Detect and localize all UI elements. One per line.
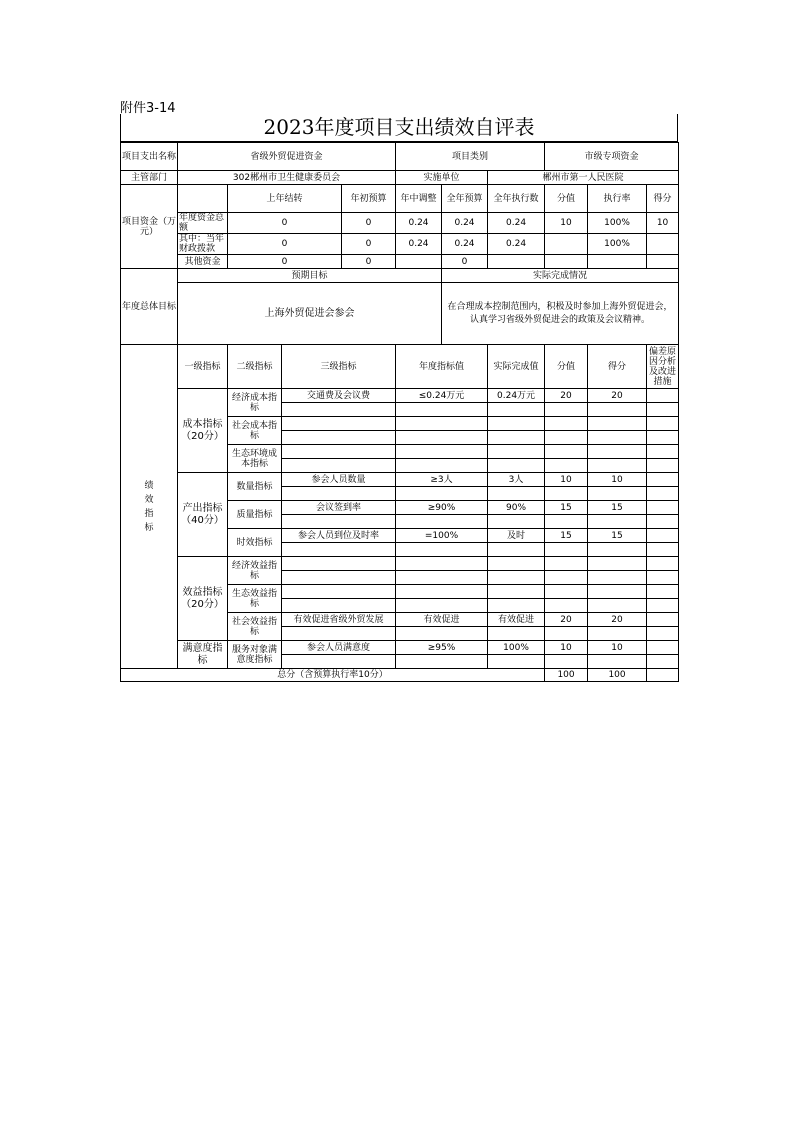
perf-actual: 及时 xyxy=(488,529,545,543)
perf-level2: 经济成本指标 xyxy=(228,389,282,417)
perf-level3: 交通费及会议费 xyxy=(282,389,396,403)
perf-target xyxy=(396,655,488,669)
funds-header-executed: 全年执行数 xyxy=(488,185,545,213)
perf-deviation xyxy=(647,459,679,473)
perf-level3 xyxy=(282,585,396,599)
funds-cell: 100% xyxy=(588,213,647,234)
perf-actual xyxy=(488,543,545,557)
perf-got: 20 xyxy=(588,613,647,627)
funds-cell: 0.24 xyxy=(442,234,488,255)
perf-got xyxy=(588,515,647,529)
perf-target: ≤0.24万元 xyxy=(396,389,488,403)
perf-target xyxy=(396,627,488,641)
perf-level2: 数量指标 xyxy=(228,473,282,501)
perf-actual: 90% xyxy=(488,501,545,515)
perf-level3 xyxy=(282,627,396,641)
perf-score xyxy=(545,655,588,669)
perf-deviation xyxy=(647,585,679,599)
perf-deviation xyxy=(647,389,679,403)
perf-target xyxy=(396,459,488,473)
evaluation-table xyxy=(120,142,679,682)
perf-got: 10 xyxy=(588,641,647,655)
total-blank xyxy=(647,669,679,682)
perf-level2: 服务对象满意度指标 xyxy=(228,641,282,669)
perf-header-deviation: 偏差原因分析及改进措施 xyxy=(647,345,679,389)
perf-deviation xyxy=(647,431,679,445)
perf-actual: 100% xyxy=(488,641,545,655)
perf-deviation xyxy=(647,655,679,669)
perf-level3 xyxy=(282,403,396,417)
perf-score xyxy=(545,403,588,417)
perf-level3 xyxy=(282,557,396,571)
perf-score: 10 xyxy=(545,641,588,655)
funds-header-annual: 全年预算 xyxy=(442,185,488,213)
perf-deviation xyxy=(647,417,679,431)
perf-got: 15 xyxy=(588,529,647,543)
perf-target xyxy=(396,543,488,557)
funds-header-score: 分值 xyxy=(545,185,588,213)
perf-label xyxy=(121,345,178,669)
perf-actual xyxy=(488,655,545,669)
project-category-value: 市级专项资金 xyxy=(545,143,679,171)
perf-got xyxy=(588,571,647,585)
perf-level3 xyxy=(282,515,396,529)
perf-target xyxy=(396,571,488,585)
perf-level3: 参会人员到位及时率 xyxy=(282,529,396,543)
funds-header-rate: 执行率 xyxy=(588,185,647,213)
funds-cell xyxy=(488,255,545,269)
project-name-label: 项目支出名称 xyxy=(121,143,178,171)
perf-score xyxy=(545,585,588,599)
funds-cell: 0.24 xyxy=(396,213,442,234)
perf-deviation xyxy=(647,403,679,417)
perf-actual: 3人 xyxy=(488,473,545,487)
funds-cell: 0 xyxy=(442,255,488,269)
perf-actual xyxy=(488,487,545,501)
funds-cell: 0.24 xyxy=(442,213,488,234)
perf-score: 20 xyxy=(545,613,588,627)
perf-deviation xyxy=(647,557,679,571)
actual-goal-text: 在合理成本控制范围内，积极及时参加上海外贸促进会，认真学习省级外贸促进会的政策及会议精神。 xyxy=(442,283,679,345)
funds-cell xyxy=(647,234,679,255)
funds-cell xyxy=(545,234,588,255)
perf-level3: 参会人员满意度 xyxy=(282,641,396,655)
perf-header-target: 年度指标值 xyxy=(396,345,488,389)
perf-actual xyxy=(488,599,545,613)
perf-deviation xyxy=(647,501,679,515)
perf-target xyxy=(396,557,488,571)
perf-got: 20 xyxy=(588,389,647,403)
perf-score xyxy=(545,627,588,641)
perf-target xyxy=(396,431,488,445)
perf-target xyxy=(396,599,488,613)
perf-header-level2: 二级指标 xyxy=(228,345,282,389)
impl-unit-value: 郴州市第一人民医院 xyxy=(488,171,679,185)
perf-header-level3: 三级指标 xyxy=(282,345,396,389)
perf-score: 20 xyxy=(545,389,588,403)
perf-score: 15 xyxy=(545,529,588,543)
perf-header-actual: 实际完成值 xyxy=(488,345,545,389)
perf-level2: 时效指标 xyxy=(228,529,282,557)
perf-level1: 成本指标（20分） xyxy=(178,389,228,473)
total-got: 100 xyxy=(588,669,647,682)
perf-level3 xyxy=(282,417,396,431)
perf-score xyxy=(545,571,588,585)
perf-actual xyxy=(488,431,545,445)
perf-header-score: 分值 xyxy=(545,345,588,389)
perf-deviation xyxy=(647,641,679,655)
perf-level3 xyxy=(282,543,396,557)
perf-deviation xyxy=(647,571,679,585)
perf-level3: 参会人员数量 xyxy=(282,473,396,487)
perf-level2: 生态效益指标 xyxy=(228,585,282,613)
perf-level2: 经济效益指标 xyxy=(228,557,282,585)
perf-score xyxy=(545,599,588,613)
perf-level3 xyxy=(282,445,396,459)
evaluation-form xyxy=(120,114,678,680)
perf-actual xyxy=(488,557,545,571)
funds-header-initial: 年初预算 xyxy=(342,185,396,213)
perf-score xyxy=(545,459,588,473)
perf-score xyxy=(545,515,588,529)
funds-cell xyxy=(396,255,442,269)
funds-header-prev: 上年结转 xyxy=(228,185,342,213)
funds-cell: 0 xyxy=(342,255,396,269)
funds-cell: 0.24 xyxy=(396,234,442,255)
funds-cell: 0 xyxy=(228,234,342,255)
perf-target xyxy=(396,585,488,599)
perf-deviation xyxy=(647,487,679,501)
perf-level3 xyxy=(282,431,396,445)
perf-level2: 质量指标 xyxy=(228,501,282,529)
perf-deviation xyxy=(647,473,679,487)
perf-level2: 生态环境成本指标 xyxy=(228,445,282,473)
perf-got xyxy=(588,417,647,431)
funds-cell: 0 xyxy=(342,213,396,234)
perf-level3 xyxy=(282,487,396,501)
perf-level2: 社会成本指标 xyxy=(228,417,282,445)
perf-actual xyxy=(488,627,545,641)
perf-got: 15 xyxy=(588,501,647,515)
perf-target: ≥90% xyxy=(396,501,488,515)
expected-goal-text: 上海外贸促进会参会 xyxy=(178,283,442,345)
perf-score xyxy=(545,487,588,501)
funds-cell: 10 xyxy=(545,213,588,234)
perf-deviation xyxy=(647,599,679,613)
perf-level3: 有效促进省级外贸发展 xyxy=(282,613,396,627)
funds-cell: 0 xyxy=(342,234,396,255)
project-name-value: 省级外贸促进资金 xyxy=(178,143,396,171)
funds-row-label: 其他资金 xyxy=(178,255,228,269)
funds-header-got: 得分 xyxy=(647,185,679,213)
perf-level3 xyxy=(282,571,396,585)
perf-actual: 有效促进 xyxy=(488,613,545,627)
impl-unit-label: 实施单位 xyxy=(396,171,488,185)
perf-deviation xyxy=(647,627,679,641)
dept-label: 主管部门 xyxy=(121,171,178,185)
total-label: 总分（含预算执行率10分） xyxy=(121,669,545,682)
perf-score: 15 xyxy=(545,501,588,515)
perf-score xyxy=(545,557,588,571)
perf-got xyxy=(588,403,647,417)
perf-actual xyxy=(488,515,545,529)
perf-score xyxy=(545,445,588,459)
dept-value: 302郴州市卫生健康委员会 xyxy=(178,171,396,185)
funds-cell xyxy=(588,255,647,269)
perf-got xyxy=(588,557,647,571)
perf-got xyxy=(588,459,647,473)
perf-score xyxy=(545,417,588,431)
perf-deviation xyxy=(647,445,679,459)
funds-cell: 0 xyxy=(228,255,342,269)
perf-level1: 效益指标（20分） xyxy=(178,557,228,641)
actual-goal-header: 实际完成情况 xyxy=(442,269,679,283)
perf-actual xyxy=(488,585,545,599)
perf-deviation xyxy=(647,543,679,557)
funds-row-label: 年度资金总额 xyxy=(178,213,228,234)
perf-target xyxy=(396,445,488,459)
perf-header-got: 得分 xyxy=(588,345,647,389)
perf-level2: 社会效益指标 xyxy=(228,613,282,641)
funds-cell: 10 xyxy=(647,213,679,234)
perf-got xyxy=(588,543,647,557)
perf-score xyxy=(545,431,588,445)
perf-target xyxy=(396,403,488,417)
perf-level3 xyxy=(282,459,396,473)
perf-level1: 满意度指标 xyxy=(178,641,228,669)
perf-deviation xyxy=(647,515,679,529)
attachment-number: 附件3-14 xyxy=(120,101,176,116)
project-category-label: 项目类别 xyxy=(396,143,545,171)
perf-actual xyxy=(488,445,545,459)
goals-label: 年度总体目标 xyxy=(121,269,178,345)
perf-label-text: 绩效指标 xyxy=(144,480,154,533)
perf-header-level1: 一级指标 xyxy=(178,345,228,389)
total-score: 100 xyxy=(545,669,588,682)
perf-level3 xyxy=(282,655,396,669)
perf-actual: 0.24万元 xyxy=(488,389,545,403)
perf-got xyxy=(588,445,647,459)
perf-actual xyxy=(488,459,545,473)
funds-cell xyxy=(647,255,679,269)
perf-actual xyxy=(488,403,545,417)
perf-level1: 产出指标（40分） xyxy=(178,473,228,557)
expected-goal-header: 预期目标 xyxy=(178,269,442,283)
perf-target: ≥3人 xyxy=(396,473,488,487)
perf-deviation xyxy=(647,529,679,543)
perf-target xyxy=(396,487,488,501)
perf-target: ≥95% xyxy=(396,641,488,655)
funds-cell: 0.24 xyxy=(488,234,545,255)
funds-row-label: 其中：当年财政拨款 xyxy=(178,234,228,255)
perf-deviation xyxy=(647,613,679,627)
funds-cell: 0 xyxy=(228,213,342,234)
perf-got xyxy=(588,487,647,501)
perf-target xyxy=(396,417,488,431)
perf-target: 有效促进 xyxy=(396,613,488,627)
funds-cell xyxy=(545,255,588,269)
funds-header-adjust: 年中调整 xyxy=(396,185,442,213)
perf-level3 xyxy=(282,599,396,613)
perf-got: 10 xyxy=(588,473,647,487)
perf-got xyxy=(588,431,647,445)
perf-got xyxy=(588,599,647,613)
perf-target: =100% xyxy=(396,529,488,543)
perf-score xyxy=(545,543,588,557)
perf-score: 10 xyxy=(545,473,588,487)
perf-actual xyxy=(488,571,545,585)
perf-got xyxy=(588,655,647,669)
form-title: 2023年度项目支出绩效自评表 xyxy=(120,114,678,142)
perf-got xyxy=(588,627,647,641)
funds-cell: 0.24 xyxy=(488,213,545,234)
funds-label: 项目资金（万元） xyxy=(121,185,178,269)
perf-level3: 会议签到率 xyxy=(282,501,396,515)
funds-cell: 100% xyxy=(588,234,647,255)
perf-target xyxy=(396,515,488,529)
perf-actual xyxy=(488,417,545,431)
perf-got xyxy=(588,585,647,599)
